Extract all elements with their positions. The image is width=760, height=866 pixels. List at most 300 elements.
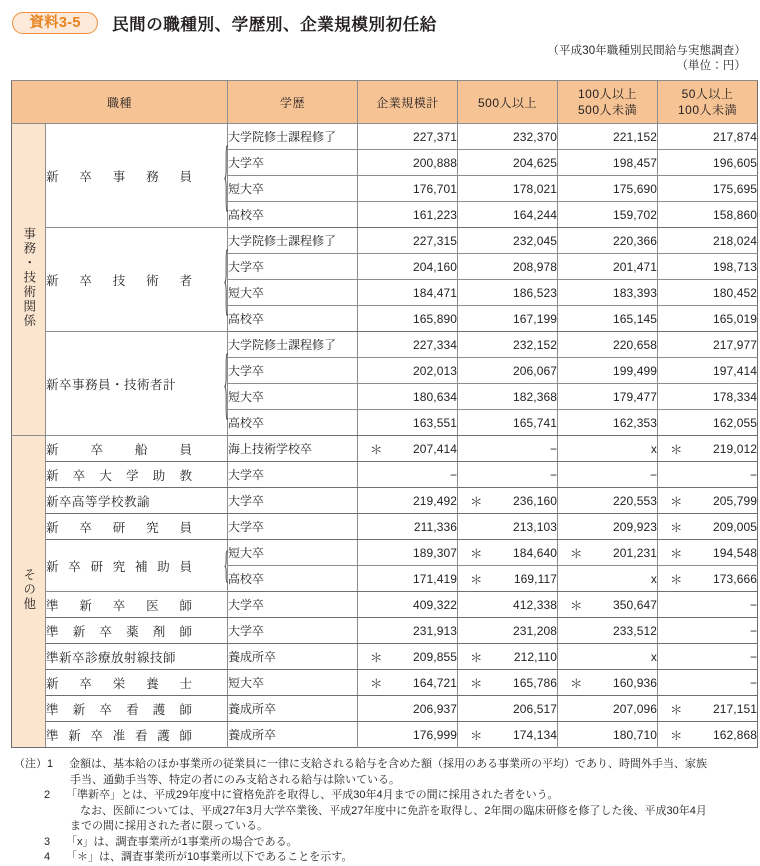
cell-50to100 <box>658 540 758 566</box>
col-header-50to100-line1: 50人以上 <box>681 87 734 101</box>
cell-ge500-value: 169,117 <box>513 571 558 586</box>
small-sample-asterisk-icon: ＊ <box>670 520 683 535</box>
cell-100to500 <box>558 514 658 540</box>
job-title-label: 新卒事務員 <box>46 169 192 184</box>
category-vertical-text: 事務・技術関係 <box>21 227 36 329</box>
cell-ge500-value: 412,338 <box>512 597 558 612</box>
cell-ge500-value: 236,160 <box>512 493 558 508</box>
cell-ge500-value: 212,110 <box>513 649 558 664</box>
small-sample-asterisk-icon: ＊ <box>570 676 583 691</box>
title-row <box>8 0 752 38</box>
job-title-inner: 新卒研究補助員 { <box>46 541 229 587</box>
small-sample-asterisk-icon: ＊ <box>370 442 383 457</box>
job-title-cell <box>46 228 228 332</box>
cell-total-value: 227,334 <box>412 337 458 352</box>
cell-ge500 <box>458 410 558 436</box>
cell-50to100 <box>658 280 758 306</box>
cell-total-value: 209,855 <box>412 649 458 664</box>
cell-50to100 <box>658 488 758 514</box>
education-cell: 短大卒 <box>228 384 358 410</box>
job-title-cell <box>46 618 228 644</box>
cell-total-value: 219,492 <box>412 493 458 508</box>
education-cell: 大学院修士課程修了 <box>228 332 358 358</box>
cell-50to100-value: 196,605 <box>712 155 758 170</box>
cell-total-value: 206,937 <box>412 701 458 716</box>
cell-100to500-value: 198,457 <box>612 155 658 170</box>
cell-ge500 <box>458 150 558 176</box>
cell-50to100-value: 218,024 <box>712 233 758 248</box>
small-sample-asterisk-icon: ＊ <box>570 598 583 613</box>
cell-100to500-value: 199,499 <box>612 363 658 378</box>
cell-total-value: 165,890 <box>412 311 458 326</box>
col-header-50to100 <box>658 81 758 124</box>
job-title-cell <box>46 462 228 488</box>
cell-50to100-value: − <box>750 675 758 690</box>
cell-100to500-value: 209,923 <box>612 519 658 534</box>
cell-50to100 <box>658 332 758 358</box>
job-title-inner <box>46 618 227 643</box>
category-vertical-text: その他 <box>21 568 36 612</box>
cell-ge500-value: 206,517 <box>512 701 558 716</box>
job-title-cell <box>46 644 228 670</box>
cell-total <box>358 306 458 332</box>
cell-50to100 <box>658 228 758 254</box>
cell-100to500 <box>558 280 658 306</box>
job-title-label: 準新卒診療放射線技師 <box>46 650 177 665</box>
cell-50to100 <box>658 670 758 696</box>
small-sample-asterisk-icon: ＊ <box>670 572 683 587</box>
cell-total <box>358 722 458 748</box>
job-title-label: 新卒栄養士 <box>46 676 192 691</box>
cell-ge500 <box>458 488 558 514</box>
cell-ge500-value: 164,244 <box>512 207 558 222</box>
cell-100to500-value: x <box>650 571 658 586</box>
job-title-cell <box>46 670 228 696</box>
cell-50to100-value: 165,019 <box>712 311 758 326</box>
footnote-indent <box>14 819 70 835</box>
small-sample-asterisk-icon: ＊ <box>670 728 683 743</box>
col-header-total: 企業規模計 <box>358 81 458 124</box>
small-sample-asterisk-icon: ＊ <box>670 442 683 457</box>
cell-50to100 <box>658 514 758 540</box>
cell-total-value: 211,336 <box>413 519 458 534</box>
cell-50to100 <box>658 410 758 436</box>
cell-100to500-value: x <box>650 649 658 664</box>
cell-total-value: 204,160 <box>412 259 458 274</box>
cell-100to500-value: 175,690 <box>612 181 658 196</box>
cell-50to100 <box>658 696 758 722</box>
cell-ge500-value: 231,208 <box>512 623 558 638</box>
table-row <box>12 514 758 540</box>
footnote-text: 「＊」は、調査事業所が10事業所以下であることを示す。 <box>66 851 353 863</box>
cell-total-value: 164,721 <box>412 675 458 690</box>
cell-ge500-value: 232,370 <box>512 129 558 144</box>
job-title-label: 準新卒薬剤師 <box>46 624 192 639</box>
col-header-education: 学歴 <box>228 81 358 124</box>
cell-ge500 <box>458 722 558 748</box>
small-sample-asterisk-icon: ＊ <box>370 650 383 665</box>
footnote-line <box>14 773 746 789</box>
job-title-label: 準新卒准看護師 <box>46 728 192 743</box>
education-cell: 高校卒 <box>228 306 358 332</box>
table-row <box>12 124 758 150</box>
cell-total-value: 176,701 <box>412 181 458 196</box>
cell-total-value: 231,913 <box>412 623 458 638</box>
footnote-index: 1 <box>47 758 54 770</box>
education-cell: 大学卒 <box>228 150 358 176</box>
footnote-text: 手当、通勤手当等、特定の者にのみ支給される給与は除いている。 <box>70 773 400 786</box>
cell-100to500-value: 350,647 <box>612 597 658 612</box>
cell-50to100-value: 197,414 <box>712 363 758 378</box>
job-title-cell <box>46 696 228 722</box>
job-title-label: 新卒技術者 <box>46 273 192 288</box>
cell-total-value: 227,371 <box>412 129 458 144</box>
cell-ge500-value: 165,786 <box>512 675 558 690</box>
col-header-ge500: 500人以上 <box>458 81 558 124</box>
table-row <box>12 540 758 566</box>
cell-50to100-value: 175,695 <box>712 181 758 196</box>
cell-50to100-value: 178,334 <box>712 389 758 404</box>
cell-ge500-value: 186,523 <box>512 285 558 300</box>
category-label-other <box>12 436 46 748</box>
cell-100to500-value: 179,477 <box>612 389 658 404</box>
small-sample-asterisk-icon: ＊ <box>470 728 483 743</box>
cell-ge500 <box>458 696 558 722</box>
cell-100to500-value: − <box>650 467 658 482</box>
cell-100to500-value: 183,393 <box>612 285 658 300</box>
small-sample-asterisk-icon: ＊ <box>670 702 683 717</box>
education-cell: 大学卒 <box>228 358 358 384</box>
cell-ge500 <box>458 332 558 358</box>
cell-100to500-value: 221,152 <box>612 129 658 144</box>
cell-100to500-value: 220,658 <box>612 337 658 352</box>
cell-100to500 <box>558 384 658 410</box>
cell-100to500-value: 220,366 <box>612 233 658 248</box>
cell-100to500 <box>558 436 658 462</box>
cell-total <box>358 618 458 644</box>
job-title-inner <box>46 722 227 747</box>
figure-badge: 資料3-5 <box>12 12 98 34</box>
cell-total-value: 171,419 <box>412 571 458 586</box>
cell-100to500 <box>558 644 658 670</box>
cell-ge500-value: 232,045 <box>512 233 558 248</box>
cell-ge500-value: 184,640 <box>512 545 558 560</box>
cell-100to500-value: 201,471 <box>612 259 658 274</box>
col-header-job: 職種 <box>12 81 228 124</box>
job-title-label: 準新卒看護師 <box>46 702 192 717</box>
education-cell: 大学院修士課程修了 <box>228 124 358 150</box>
cell-50to100-value: 217,874 <box>712 129 758 144</box>
education-cell: 海上技術学校卒 <box>228 436 358 462</box>
cell-total <box>358 514 458 540</box>
job-title-cell <box>46 124 228 228</box>
cell-total-value: 180,634 <box>412 389 458 404</box>
cell-50to100-value: 198,713 <box>712 259 758 274</box>
cell-100to500-value: 159,702 <box>612 207 658 222</box>
education-cell: 大学卒 <box>228 618 358 644</box>
cell-100to500 <box>558 670 658 696</box>
education-cell: 短大卒 <box>228 670 358 696</box>
cell-total-value: 176,999 <box>412 727 458 742</box>
table-row <box>12 228 758 254</box>
cell-100to500-value: 165,145 <box>612 311 658 326</box>
cell-50to100 <box>658 462 758 488</box>
job-title-label: 準新卒医師 <box>46 598 192 613</box>
cell-50to100 <box>658 202 758 228</box>
cell-total <box>358 176 458 202</box>
col-header-100to500 <box>558 81 658 124</box>
footnote-lead <box>14 850 44 866</box>
table-container <box>8 80 758 748</box>
small-sample-asterisk-icon: ＊ <box>670 494 683 509</box>
cell-100to500-value: 207,096 <box>612 701 658 716</box>
small-sample-asterisk-icon: ＊ <box>470 546 483 561</box>
cell-50to100 <box>658 384 758 410</box>
cell-total <box>358 566 458 592</box>
small-sample-asterisk-icon: ＊ <box>470 494 483 509</box>
table-row <box>12 332 758 358</box>
job-title-cell <box>46 514 228 540</box>
job-title-inner: 新卒事務員 { <box>46 125 229 219</box>
cell-total-value: 184,471 <box>412 285 458 300</box>
small-sample-asterisk-icon: ＊ <box>470 572 483 587</box>
cell-50to100-value: − <box>750 623 758 638</box>
cell-total <box>358 410 458 436</box>
job-title-inner <box>46 644 227 669</box>
job-title-cell <box>46 332 228 436</box>
cell-100to500-value: 162,353 <box>612 415 658 430</box>
table-row <box>12 462 758 488</box>
cell-50to100 <box>658 618 758 644</box>
cell-total-value: 189,307 <box>412 545 458 560</box>
footnote-indent <box>14 804 80 820</box>
cell-ge500 <box>458 228 558 254</box>
job-title-cell <box>46 592 228 618</box>
education-cell: 高校卒 <box>228 410 358 436</box>
cell-100to500 <box>558 358 658 384</box>
job-title-inner: 新卒技術者 { <box>46 229 229 323</box>
cell-total <box>358 202 458 228</box>
footnote-text: 金額は、基本給のほか事業所の従業員に一律に支給される給与を含めた額（採用のある事業所の平均）であり、時間外手当、家族 <box>69 758 707 770</box>
cell-ge500-value: − <box>550 467 558 482</box>
footnote-text: 「x」は、調査事業所が1事業所の場合である。 <box>66 835 298 848</box>
cell-ge500 <box>458 358 558 384</box>
cell-50to100 <box>658 436 758 462</box>
cell-50to100 <box>658 566 758 592</box>
col-header-50to100-line2: 100人未満 <box>678 103 738 117</box>
cell-100to500 <box>558 592 658 618</box>
footnote-index: 4 <box>44 851 51 863</box>
cell-50to100-value: 217,977 <box>712 337 758 352</box>
cell-100to500-value: 180,710 <box>612 727 658 742</box>
job-title-label: 新卒船員 <box>46 442 192 457</box>
cell-total <box>358 384 458 410</box>
footnote-index: 3 <box>44 835 51 848</box>
cell-total-value: 227,315 <box>412 233 458 248</box>
table-row <box>12 618 758 644</box>
cell-100to500-value: x <box>650 441 658 456</box>
cell-total-value: 202,013 <box>412 363 458 378</box>
small-sample-asterisk-icon: ＊ <box>470 650 483 665</box>
cell-ge500 <box>458 592 558 618</box>
job-title-cell <box>46 488 228 514</box>
job-title-inner <box>46 696 227 721</box>
cell-total <box>358 540 458 566</box>
cell-total <box>358 592 458 618</box>
cell-100to500 <box>558 696 658 722</box>
cell-100to500 <box>558 254 658 280</box>
cell-50to100-value: − <box>750 649 758 664</box>
job-title-label: 新卒高等学校教諭 <box>46 494 151 509</box>
job-title-inner <box>46 592 227 617</box>
cell-total <box>358 670 458 696</box>
job-title-cell <box>46 436 228 462</box>
cell-ge500 <box>458 566 558 592</box>
cell-total-value: 161,223 <box>412 207 458 222</box>
cell-50to100-value: 209,005 <box>712 519 758 534</box>
education-cell: 養成所卒 <box>228 696 358 722</box>
table-row <box>12 670 758 696</box>
cell-total <box>358 488 458 514</box>
cell-ge500-value: 174,134 <box>512 727 558 742</box>
education-cell: 大学院修士課程修了 <box>228 228 358 254</box>
cell-total-value: − <box>450 467 458 482</box>
cell-ge500 <box>458 670 558 696</box>
table-row <box>12 644 758 670</box>
footnote-text: 「準新卒」とは、平成29年度中に資格免許を取得し、平成30年4月までの間に採用された者をいう。 <box>66 789 559 801</box>
job-title-cell <box>46 540 228 592</box>
education-cell: 大学卒 <box>228 462 358 488</box>
job-title-cell <box>46 722 228 748</box>
cell-50to100-value: 162,868 <box>712 727 758 742</box>
footnote-line <box>14 757 746 773</box>
education-cell: 短大卒 <box>228 280 358 306</box>
table-meta <box>8 44 752 74</box>
job-title-label: 新卒研究員 <box>46 520 192 535</box>
cell-100to500-value: 220,553 <box>612 493 658 508</box>
footnote-text: までの間に採用された者に限っている。 <box>70 820 268 832</box>
education-cell: 大学卒 <box>228 514 358 540</box>
small-sample-asterisk-icon: ＊ <box>470 676 483 691</box>
job-title-inner <box>46 514 227 539</box>
cell-total <box>358 358 458 384</box>
small-sample-asterisk-icon: ＊ <box>370 676 383 691</box>
cell-ge500 <box>458 124 558 150</box>
footnote-index: 2 <box>44 789 51 801</box>
table-head <box>12 81 758 124</box>
education-cell: 養成所卒 <box>228 722 358 748</box>
cell-total <box>358 228 458 254</box>
small-sample-asterisk-icon: ＊ <box>570 546 583 561</box>
table-row <box>12 722 758 748</box>
cell-100to500 <box>558 540 658 566</box>
footnote-line <box>14 835 746 851</box>
cell-50to100 <box>658 124 758 150</box>
cell-50to100 <box>658 150 758 176</box>
cell-100to500 <box>558 228 658 254</box>
cell-ge500 <box>458 280 558 306</box>
cell-100to500 <box>558 488 658 514</box>
cell-100to500 <box>558 332 658 358</box>
col-header-100to500-line1: 100人以上 <box>578 87 638 101</box>
cell-ge500-value: 165,741 <box>512 415 558 430</box>
cell-ge500-value: − <box>550 441 558 456</box>
col-header-100to500-line2: 500人未満 <box>578 103 638 117</box>
cell-total <box>358 462 458 488</box>
footnotes <box>8 757 752 866</box>
education-cell: 大学卒 <box>228 254 358 280</box>
education-cell: 大学卒 <box>228 488 358 514</box>
footnote-lead: （注） <box>14 758 47 770</box>
footnote-line <box>14 819 746 835</box>
footnote-indent <box>14 773 70 789</box>
cell-50to100 <box>658 306 758 332</box>
cell-100to500 <box>558 618 658 644</box>
cell-50to100 <box>658 644 758 670</box>
cell-ge500 <box>458 306 558 332</box>
cell-ge500-value: 178,021 <box>512 181 558 196</box>
unit-note: （単位：円） <box>676 60 746 72</box>
cell-ge500 <box>458 644 558 670</box>
footnote-line <box>14 804 746 820</box>
cell-ge500 <box>458 176 558 202</box>
cell-total <box>358 280 458 306</box>
cell-total <box>358 254 458 280</box>
cell-50to100-value: 158,860 <box>712 207 758 222</box>
cell-50to100-value: 217,151 <box>712 701 758 716</box>
cell-ge500-value: 208,978 <box>512 259 558 274</box>
cell-100to500 <box>558 566 658 592</box>
cell-total <box>358 150 458 176</box>
cell-total-value: 163,551 <box>412 415 458 430</box>
cell-ge500-value: 204,625 <box>512 155 558 170</box>
job-title-inner <box>46 488 227 513</box>
cell-total <box>358 436 458 462</box>
job-title-label: 新卒大学助教 <box>46 468 192 483</box>
footnote-line <box>14 788 746 804</box>
cell-50to100-value: 162,055 <box>712 415 758 430</box>
cell-50to100-value: − <box>750 467 758 482</box>
footnote-line <box>14 850 746 866</box>
footnote-text: なお、医師については、平成27年3月大学卒業後、平成27年度中に免許を取得し、2年間の臨床研修を修了した後、平成30年4月 <box>80 804 707 817</box>
cell-50to100-value: 173,666 <box>712 571 758 586</box>
cell-ge500 <box>458 202 558 228</box>
job-title-inner <box>46 462 227 487</box>
cell-100to500-value: 160,936 <box>612 675 658 690</box>
education-cell: 高校卒 <box>228 566 358 592</box>
cell-ge500 <box>458 462 558 488</box>
education-cell: 高校卒 <box>228 202 358 228</box>
cell-total <box>358 124 458 150</box>
cell-ge500-value: 206,067 <box>512 363 558 378</box>
cell-ge500-value: 182,368 <box>512 389 558 404</box>
small-sample-asterisk-icon: ＊ <box>670 546 683 561</box>
cell-ge500-value: 213,103 <box>512 519 558 534</box>
cell-100to500 <box>558 722 658 748</box>
cell-ge500 <box>458 618 558 644</box>
cell-50to100-value: − <box>750 597 758 612</box>
cell-100to500-value: 201,231 <box>612 545 658 560</box>
education-cell: 短大卒 <box>228 176 358 202</box>
cell-50to100 <box>658 176 758 202</box>
cell-50to100-value: 194,548 <box>712 545 758 560</box>
cell-ge500 <box>458 436 558 462</box>
header-row <box>12 81 758 124</box>
cell-100to500 <box>558 306 658 332</box>
table-row <box>12 436 758 462</box>
cell-50to100 <box>658 254 758 280</box>
cell-100to500 <box>558 176 658 202</box>
